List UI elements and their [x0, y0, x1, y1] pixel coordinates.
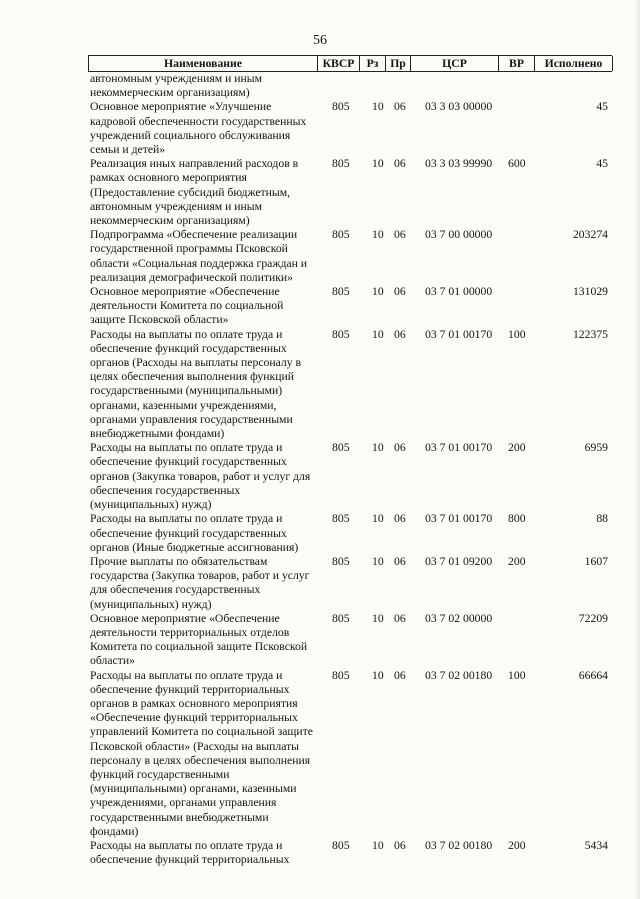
row-done: 88	[596, 512, 608, 526]
row-pr: 06	[394, 512, 406, 526]
row-name: Реализация иных направлений расходов в рамках основного мероприятия (Предоставление субсидий бюджетным, автономным учреждениям и иным некоммерческим организациям)	[90, 157, 299, 228]
row-csr: 03 7 01 00170	[425, 512, 493, 526]
table-row	[88, 157, 612, 228]
table-header	[88, 55, 612, 72]
row-csr: 03 7 01 09200	[425, 554, 493, 568]
row-done: 45	[596, 100, 608, 114]
row-vr: 200	[508, 441, 526, 455]
row-name: Расходы на выплаты по оплате труда и обеспечение функций государственных органов (Иные бюджетные ассигнования)	[90, 512, 299, 554]
table-row	[88, 839, 612, 867]
row-pr: 06	[394, 327, 406, 341]
row-csr: 03 7 01 00170	[425, 441, 493, 455]
row-kvsr: 805	[332, 327, 350, 341]
row-csr: 03 7 01 00170	[425, 327, 493, 341]
row-kvsr: 805	[332, 441, 350, 455]
row-kvsr: 805	[332, 611, 350, 625]
row-name: Расходы на выплаты по оплате труда и обеспечение функций территориальных органов в рамках основного мероприятия «Обеспечение функций территориальных управлений Комитета по социальной защите Псковской области» (Расходы на выплаты персоналу в целях обеспечения выполнения функций государственными (муниципальными) органами, казенными учреждениями, органами управления государственными внебюджетными фондами)	[90, 668, 313, 838]
row-rz: 10	[372, 100, 384, 114]
row-name: Основное мероприятие «Обеспечение деятельности территориальных отделов Комитета по социальной защите Псковской области»	[90, 611, 308, 668]
row-kvsr: 805	[332, 668, 350, 682]
row-rz: 10	[372, 157, 384, 171]
table-row	[88, 669, 612, 839]
row-done: 203274	[572, 228, 608, 242]
table-row	[88, 228, 612, 285]
scan-edge	[634, 0, 640, 899]
row-vr: 100	[508, 327, 526, 341]
row-csr: 03 7 02 00180	[425, 668, 493, 682]
table-row	[88, 555, 612, 612]
row-pr: 06	[394, 668, 406, 682]
table-body	[88, 100, 612, 867]
row-csr: 03 7 01 00000	[425, 285, 493, 299]
table-row	[88, 512, 612, 555]
row-vr: 800	[508, 512, 526, 526]
row-name: Расходы на выплаты по оплате труда и обеспечение функций государственных органов (Закупка товаров, работ и услуг для обеспечения государственных (муниципальных) нужд)	[90, 441, 311, 512]
table-row	[88, 100, 612, 157]
header-vr: ВР	[498, 56, 534, 71]
budget-table	[88, 55, 612, 867]
row-csr: 03 3 03 00000	[425, 100, 493, 114]
row-pr: 06	[394, 838, 406, 852]
row-done: 6959	[584, 441, 608, 455]
row-name: Основное мероприятие «Обеспечение деятельности Комитета по социальной защите Псковской области»	[90, 285, 284, 327]
row-pr: 06	[394, 441, 406, 455]
row-rz: 10	[372, 611, 384, 625]
row-name: Подпрограмма «Обеспечение реализации государственной программы Псковской области «Социальная поддержка граждан и реализация демографической политики»	[90, 228, 308, 284]
row-name: Прочие выплаты по обязательствам государства (Закупка товаров, работ и услуг для обеспечения государственных (муниципальных) нужд)	[90, 554, 310, 611]
table-row	[88, 441, 612, 512]
row-rz: 10	[372, 285, 384, 299]
row-rz: 10	[372, 554, 384, 568]
row-rz: 10	[372, 838, 384, 852]
row-kvsr: 805	[332, 512, 350, 526]
table-row	[88, 328, 612, 442]
row-rz: 10	[372, 441, 384, 455]
row-kvsr: 805	[332, 100, 350, 114]
row-name: Основное мероприятие «Улучшение кадровой обеспеченности государственных учреждений социального обслуживания семьи и детей»	[90, 100, 307, 157]
row-done: 72209	[578, 611, 608, 625]
row-rz: 10	[372, 512, 384, 526]
row-done: 66664	[578, 668, 608, 682]
header-done: Исполнено	[534, 56, 613, 71]
row-pr: 06	[394, 554, 406, 568]
table-row	[88, 285, 612, 328]
row-done: 1607	[584, 554, 608, 568]
row-rz: 10	[372, 228, 384, 242]
row-pr: 06	[394, 228, 406, 242]
row-vr: 200	[508, 554, 526, 568]
row-done: 5434	[584, 838, 608, 852]
header-pr: Пр	[385, 56, 410, 71]
row-kvsr: 805	[332, 285, 350, 299]
row-name: Расходы на выплаты по оплате труда и обеспечение функций территориальных	[90, 838, 290, 867]
header-csr: ЦСР	[410, 56, 498, 71]
header-kvsr: КВСР	[317, 56, 359, 71]
row-vr: 100	[508, 668, 526, 682]
continuation-row	[88, 72, 612, 100]
row-done: 131029	[572, 285, 608, 299]
row-csr: 03 7 00 00000	[425, 228, 493, 242]
row-pr: 06	[394, 611, 406, 625]
row-csr: 03 3 03 99990	[425, 157, 493, 171]
row-kvsr: 805	[332, 228, 350, 242]
row-name: Расходы на выплаты по оплате труда и обеспечение функций государственных органов (Расходы на выплаты персоналу в целях обеспечения выполнения функций государственными (муниципальными) органами, казенными учреждениями, органами управления государственными внебюджетными фондами)	[90, 327, 302, 441]
row-csr: 03 7 02 00180	[425, 838, 493, 852]
continuation-text: автономным учреждениям и иным некоммерческим организациям)	[90, 72, 263, 100]
row-pr: 06	[394, 157, 406, 171]
row-rz: 10	[372, 668, 384, 682]
row-pr: 06	[394, 285, 406, 299]
header-rz: Рз	[359, 56, 385, 71]
row-vr: 200	[508, 838, 526, 852]
page-number: 56	[313, 33, 327, 48]
row-csr: 03 7 02 00000	[425, 611, 493, 625]
row-kvsr: 805	[332, 157, 350, 171]
row-kvsr: 805	[332, 838, 350, 852]
row-done: 122375	[572, 327, 608, 341]
row-pr: 06	[394, 100, 406, 114]
row-vr: 600	[508, 157, 526, 171]
row-rz: 10	[372, 327, 384, 341]
row-kvsr: 805	[332, 554, 350, 568]
row-done: 45	[596, 157, 608, 171]
table-row	[88, 612, 612, 669]
header-name: Наименование	[88, 56, 317, 71]
